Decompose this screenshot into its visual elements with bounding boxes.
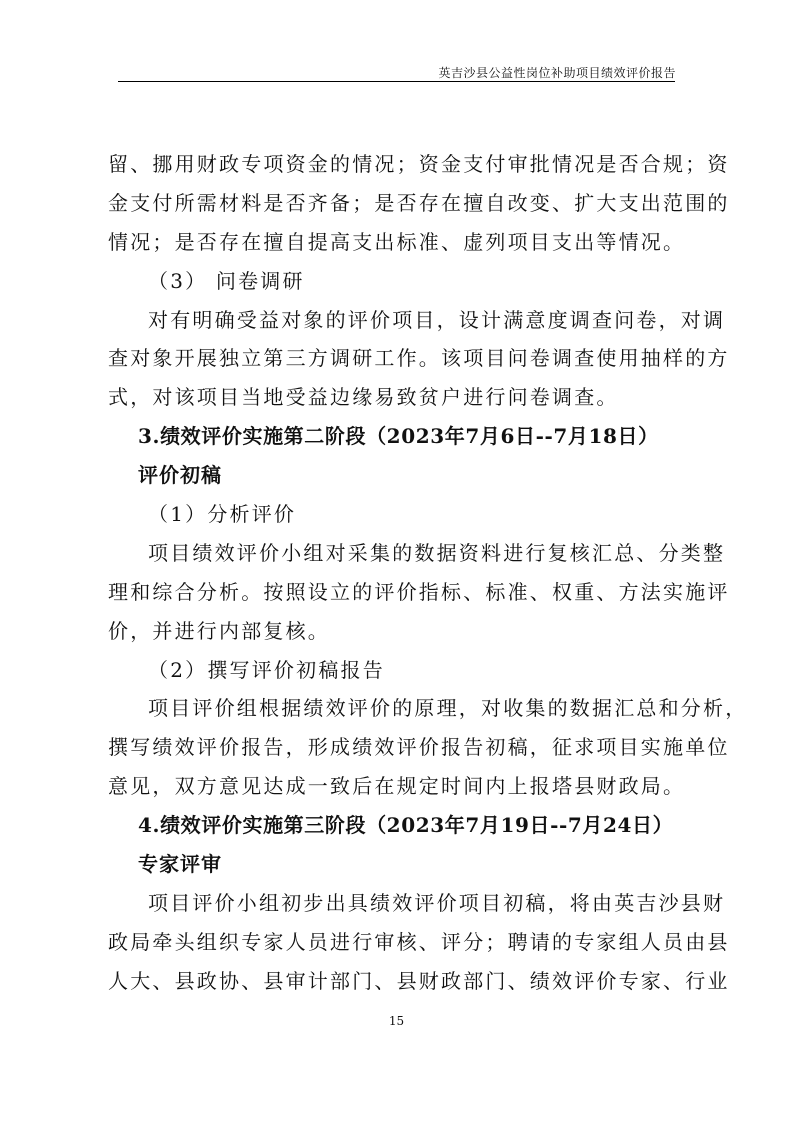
list-item-heading: （3） 问卷调研 [148,268,305,293]
document-body [108,145,748,1001]
header-title: 英吉沙县公益性岗位补助项目绩效评价报告 [438,66,676,80]
paragraph-line: 查对象开展独立第三方调研工作。该项目问卷调查使用抽样的方 [108,346,730,371]
paragraph-line: 项目评价组根据绩效评价的原理，对收集的数据汇总和分析， [148,696,748,721]
subsection-heading: 专家评审 [138,852,222,877]
paragraph-line: 留、挪用财政专项资金的情况；资金支付审批情况是否合规；资 [108,152,730,176]
paragraph-line: 情况；是否存在擅自提高支出标准、虚列项目支出等情况。 [108,229,686,254]
paragraph-line: 对有明确受益对象的评价项目，设计满意度调查问卷，对调 [148,307,726,332]
paragraph-line: 项目评价小组初步出具绩效评价项目初稿，将由英吉沙县财 [148,890,726,915]
header-divider [118,81,675,82]
paragraph-line: 式，对该项目当地受益边缘易致贫户进行问卷调查。 [108,385,619,410]
paragraph-line: 政局牵头组织专家人员进行审核、评分；聘请的专家组人员由县 [108,929,730,954]
list-item-heading: （1）分析评价 [148,502,297,527]
list-item-heading: （2）撰写评价初稿报告 [148,657,385,682]
section-heading: 4.绩效评价实施第三阶段（2023年7月19日--7月24日） [138,813,674,838]
paragraph-line: 人大、县政协、县审计部门、县财政部门、绩效评价专家、行业 [108,968,730,993]
paragraph-line: 理和综合分析。按照设立的评价指标、标准、权重、方法实施评 [108,579,730,604]
paragraph-line: 项目绩效评价小组对采集的数据资料进行复核汇总、分类整 [148,540,726,565]
paragraph-line: 撰写绩效评价报告，形成绩效评价报告初稿，征求项目实施单位 [108,735,730,760]
paragraph-line: 金支付所需材料是否齐备；是否存在擅自改变、扩大支出范围的 [108,190,730,215]
section-heading: 3.绩效评价实施第二阶段（2023年7月6日--7月18日） [138,424,659,449]
subsection-heading: 评价初稿 [138,463,222,488]
paragraph-line: 意见，双方意见达成一致后在规定时间内上报塔县财政局。 [108,774,686,799]
paragraph-line: 价，并进行内部复核。 [108,618,330,643]
page-number: 15 [388,1014,405,1028]
